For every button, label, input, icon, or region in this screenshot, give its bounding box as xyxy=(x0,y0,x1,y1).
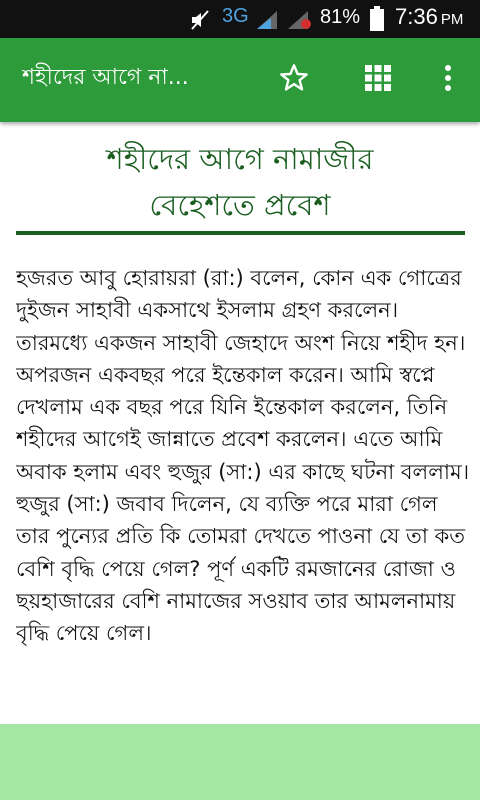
favorite-button[interactable] xyxy=(274,60,314,100)
status-bar xyxy=(0,0,480,38)
clock-ampm: PM xyxy=(440,11,464,28)
article-heading xyxy=(16,136,464,228)
clock-time: 7:36 xyxy=(395,4,438,29)
grid-icon xyxy=(364,64,392,96)
star-icon xyxy=(278,62,310,98)
overflow-menu-button[interactable] xyxy=(428,60,468,100)
clock xyxy=(395,4,463,30)
signal-icon xyxy=(255,9,279,31)
article-body[interactable]: হজরত আবু হোরায়রা (রা:) বলেন, কোন এক গোত্রের দুইজন সাহাবী একসাথে ইসলাম গ্রহণ করলেন। তারমধ্যে একজন সাহাবী জেহাদে অংশ নিয়ে শহীদ হন। অপরজন একবছর পরে ইন্তেকাল করেন। আমি স্বপ্নে দেখলাম এক বছর পরে যিনি ইন্তেকাল করলেন, তিনি শহীদের আগেই জান্নাতে প্রবেশ করলেন। এতে আমি অবাক হলাম এবং হুজুর (সা:) এর কাছে ঘটনা বললাম। হুজুর (সা:) জবাব দিলেন, যে ব্যক্তি পরে মারা গেল তার পুন্যের প্রতি কি তোমরা দেখতে পাওনা যে তা কত বেশি বৃদ্ধি পেয়ে গেল? পূর্ণ একটি রমজানের রোজা ও ছয়হাজারের বেশি নামাজের সওয়াব তার আমলনামায় বৃদ্ধি পেয়ে গেল। xyxy=(16,266,470,646)
app-bar-title-text: শহীদের আগে না... xyxy=(22,65,189,90)
article-heading-line1: শহীদের আগে নামাজীর xyxy=(106,142,374,176)
mute-icon xyxy=(188,8,212,32)
network-type: 3G xyxy=(222,5,249,27)
bottom-banner-area[interactable] xyxy=(0,724,480,800)
grid-menu-button[interactable] xyxy=(358,60,398,100)
signal-icon-sim2 xyxy=(286,9,312,31)
article-heading-line2: বেহেশতে প্রবেশ xyxy=(149,188,331,222)
app-bar xyxy=(0,38,480,122)
heading-divider xyxy=(16,231,465,235)
battery-icon xyxy=(369,6,385,32)
more-vert-icon xyxy=(444,64,452,96)
battery-percent: 81% xyxy=(320,6,361,28)
app-bar-title xyxy=(22,60,252,97)
